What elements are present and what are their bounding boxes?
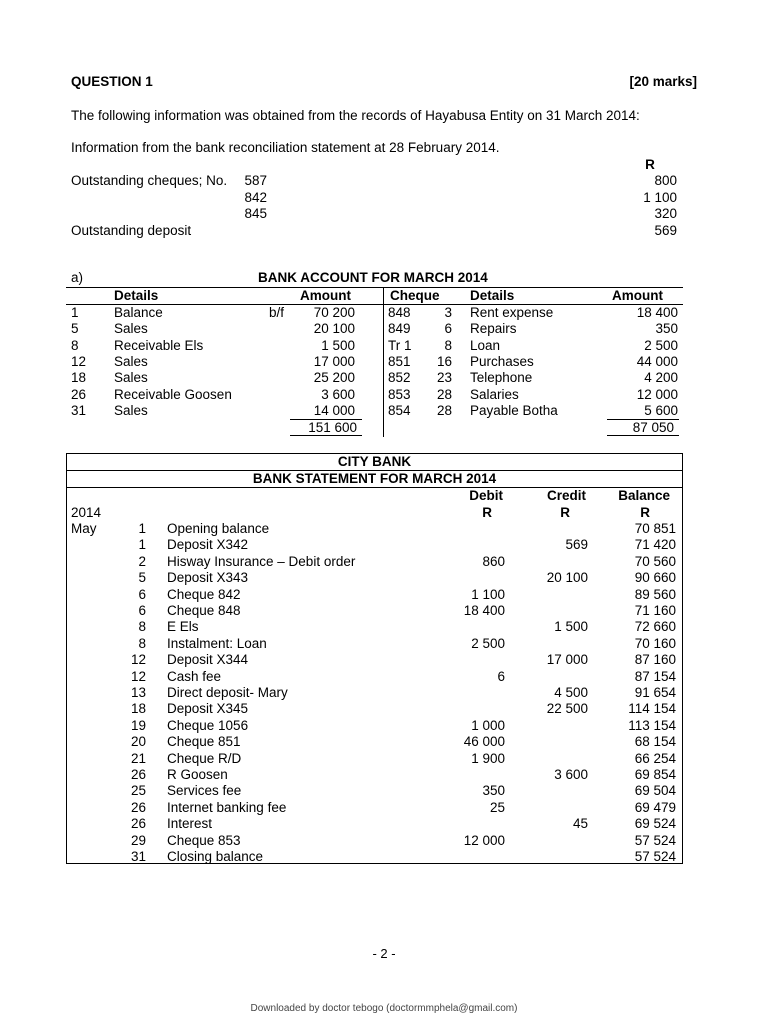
bs-debit: 350 [482,783,505,799]
table-row [66,652,683,668]
bs-balance: 69 854 [634,767,676,782]
ba-amount: 70 200 [313,305,355,320]
bs-balance: 69 524 [634,816,676,832]
table-row [66,718,683,734]
table-row [66,587,683,603]
bs-balance: 87 154 [634,668,676,684]
bs-balance: 57 524 [634,849,676,864]
bs-balance: 114 154 [628,701,676,717]
table-row [66,619,683,635]
bs-debit: 2 500 [471,635,505,651]
recon-cheque-no: 587 [244,173,267,188]
ba-details: Receivable Goosen [114,386,232,402]
bs-description: Direct deposit- Mary [167,685,288,700]
bs-description: Deposit X342 [167,537,249,553]
ba-details: Sales [114,353,148,369]
bs-description: R Goosen [167,767,228,782]
ba-cheque-details: Telephone [470,370,533,386]
ba-cheque-day: 28 [436,386,452,402]
bs-day: 13 [130,685,146,700]
ba-cheque: 854 [388,402,411,418]
bs-bank-name: CITY BANK [337,454,412,469]
bs-balance: 71 420 [634,537,676,553]
bs-description: Internet banking fee [167,799,287,815]
ba-day: 1 [71,305,79,320]
recon-label: Outstanding deposit [71,222,192,238]
ba-header-amount2: Amount [612,288,663,303]
bs-balance: 90 660 [634,570,676,586]
table-row [66,537,683,553]
ba-cheque-amount: 4 200 [644,370,678,386]
bs-description: E Els [167,619,199,635]
table-row [66,338,683,354]
recon-currency: R [645,157,655,172]
table-row [66,669,683,685]
bs-header-balance-currency: R [640,505,650,520]
recon-amount: 320 [654,206,677,221]
ba-cheque-details: Loan [470,337,501,353]
table-row [66,783,683,799]
bs-description: Deposit X345 [167,701,249,717]
bs-debit: 6 [497,668,505,684]
bs-day: 19 [130,717,146,733]
bs-balance: 68 154 [634,734,676,750]
table-row [66,800,683,816]
table-row [66,701,683,717]
bs-day: 2 [138,553,146,569]
bs-title-line [66,487,683,488]
ba-cheque: 851 [388,353,411,369]
bs-balance: 89 560 [634,586,676,602]
table-row [66,321,683,337]
bs-debit: 860 [482,553,505,569]
bs-balance: 70 851 [634,521,676,536]
bs-credit: 17 000 [546,652,588,668]
ba-amount: 1 500 [321,337,355,353]
table-row [66,387,683,403]
table-row [66,833,683,849]
bs-title: BANK STATEMENT FOR MARCH 2014 [252,471,497,486]
table-row [66,849,683,865]
table-row [66,816,683,832]
ba-cheque: Tr 1 [388,337,412,353]
ba-details: Sales [114,370,148,386]
bs-day: 6 [138,603,146,618]
recon-label: Outstanding cheques; No. [71,173,228,188]
table-row [66,603,683,619]
bs-description: Opening balance [167,521,270,536]
bs-header-debit: Debit [469,488,503,503]
bs-day: 5 [138,570,146,586]
bs-description: Cheque R/D [167,750,242,766]
ba-cheque-amount: 12 000 [636,386,678,402]
recon-amount: 569 [654,222,677,238]
bs-description: Cash fee [167,668,222,684]
table-row [66,305,683,321]
recon-cheque-no: 845 [244,206,267,221]
bs-description: Cheque 853 [167,832,241,848]
ba-total-right: 87 050 [632,420,674,435]
table-row [66,521,683,537]
ba-cheque-amount: 2 500 [644,337,678,353]
bs-day: 20 [130,734,146,750]
recon-row [71,206,677,223]
bs-year: 2014 [71,505,102,520]
ba-total-underline-right [607,435,679,436]
bs-description: Instalment: Loan [167,635,267,651]
ba-amount: 3 600 [321,386,355,402]
ba-cheque-amount: 44 000 [636,353,678,369]
bs-day: 12 [130,668,146,684]
bs-day: 26 [130,767,146,782]
bs-balance: 70 560 [634,553,676,569]
ba-amount: 20 100 [313,321,355,337]
bs-credit: 4 500 [554,685,588,700]
ba-header-cheque: Cheque [390,288,440,303]
ba-day: 26 [71,386,87,402]
ba-bf: b/f [269,305,285,320]
table-row [66,570,683,586]
bs-balance: 71 160 [634,603,676,618]
ba-cheque: 852 [388,370,411,386]
bs-credit: 3 600 [554,767,588,782]
bs-description: Services fee [167,783,242,799]
download-note: Downloaded by doctor tebogo (doctormmphela@gmail.com) [250,1003,518,1014]
ba-cheque-day: 3 [444,305,452,320]
bs-day: 6 [138,586,146,602]
ba-cheque: 848 [388,305,411,320]
table-row [66,354,683,370]
table-row [66,370,683,386]
ba-header-details2: Details [470,288,515,303]
bs-debit: 1 100 [471,586,505,602]
bs-day: 1 [138,537,146,553]
bs-debit: 46 000 [463,734,505,750]
part-label: a) [71,270,84,285]
ba-day: 31 [71,402,87,418]
recon-amount: 1 100 [643,189,677,205]
bs-credit: 20 100 [546,570,588,586]
ba-cheque-details: Rent expense [470,305,554,320]
bs-debit: 25 [489,799,505,815]
bs-header-credit: Credit [546,488,586,503]
bs-description: Interest [167,816,213,832]
bs-debit: 18 400 [463,603,505,618]
recon-row [71,173,677,190]
bs-balance: 113 154 [628,717,676,733]
bs-description: Cheque 848 [167,603,241,618]
ba-day: 12 [71,353,87,369]
ba-cheque-details: Purchases [470,353,534,369]
recon-row [71,223,677,240]
bs-day: 1 [138,521,146,536]
bs-description: Cheque 842 [167,586,241,602]
recon-row [71,190,677,207]
bs-credit: 569 [565,537,588,553]
ba-total-left: 151 600 [308,420,357,435]
table-row [66,734,683,750]
bs-balance: 91 654 [634,685,676,700]
bs-day: 8 [138,619,146,635]
table-row [66,685,683,701]
ba-cheque-day: 28 [436,402,452,418]
recon-amount: 800 [654,173,677,188]
ba-cheque-amount: 350 [655,321,678,337]
bs-header-balance: Balance [618,488,670,503]
table-row [66,767,683,783]
bs-day: 18 [130,701,146,717]
ba-cheque: 849 [388,321,411,337]
table-row [66,403,683,419]
ba-cheque-details: Salaries [470,386,519,402]
bs-debit: 1 000 [471,717,505,733]
recon-heading: Information from the bank reconciliation statement at 28 February 2014. [71,140,500,155]
ba-top-line [66,287,683,288]
question-title: QUESTION 1 [71,74,153,89]
page-number: - 2 - [372,946,396,961]
bs-balance: 57 524 [634,832,676,848]
ba-details: Sales [114,402,148,418]
bs-description: Closing balance [167,849,264,864]
bs-credit: 22 500 [546,701,588,717]
bs-description: Hisway Insurance – Debit order [167,553,356,569]
ba-header-amount: Amount [300,288,351,303]
bs-description: Cheque 851 [167,734,241,750]
bs-description: Cheque 1056 [167,717,249,733]
ba-details: Balance [114,305,163,320]
bs-day: 25 [130,783,146,799]
ba-cheque-day: 16 [436,353,452,369]
bs-day: 12 [130,652,146,668]
ba-amount: 25 200 [313,370,355,386]
bs-header-credit-currency: R [560,505,570,520]
ba-cheque-details: Repairs [470,321,517,337]
ba-total-underline-left [290,435,362,436]
bs-balance: 70 160 [634,635,676,651]
ba-cheque-amount: 5 600 [644,402,678,418]
bs-month: May [71,521,97,536]
bs-day: 26 [130,799,146,815]
ba-cheque-day: 6 [444,321,452,337]
ba-amount: 14 000 [313,402,355,418]
bs-day: 26 [130,816,146,832]
bs-description: Deposit X343 [167,570,249,586]
ba-cheque: 853 [388,386,411,402]
ba-day: 8 [71,337,79,353]
bs-day: 29 [130,832,146,848]
table-row [66,554,683,570]
bs-description: Deposit X344 [167,652,249,668]
recon-cheque-no: 842 [244,189,267,205]
bs-header-debit-currency: R [482,505,492,520]
ba-day: 18 [71,370,87,386]
bs-debit: 1 900 [471,750,505,766]
bs-debit: 12 000 [463,832,505,848]
ba-cheque-day: 23 [436,370,452,386]
intro-text: The following information was obtained from the records of Hayabusa Entity on 31 March 2014: [71,108,640,123]
bs-day: 31 [130,849,146,864]
table-row [66,751,683,767]
ba-details: Sales [114,321,148,337]
ba-header-details: Details [114,288,159,303]
bs-balance: 69 479 [634,799,676,815]
question-marks: [20 marks] [629,74,697,89]
bs-balance: 66 254 [634,750,676,766]
ba-details: Receivable Els [114,337,204,353]
ba-cheque-day: 8 [444,337,452,353]
table-row [66,636,683,652]
ba-cheque-amount: 18 400 [636,305,678,320]
bs-balance: 72 660 [634,619,676,635]
ba-cheque-details: Payable Botha [470,402,558,418]
bs-credit: 45 [572,816,588,832]
bs-credit: 1 500 [554,619,588,635]
ba-amount: 17 000 [313,353,355,369]
bs-day: 21 [130,750,146,766]
bs-day: 8 [138,635,146,651]
bank-account-title: BANK ACCOUNT FOR MARCH 2014 [258,270,488,285]
bs-balance: 87 160 [634,652,676,668]
bs-balance: 69 504 [634,783,676,799]
ba-day: 5 [71,321,79,337]
